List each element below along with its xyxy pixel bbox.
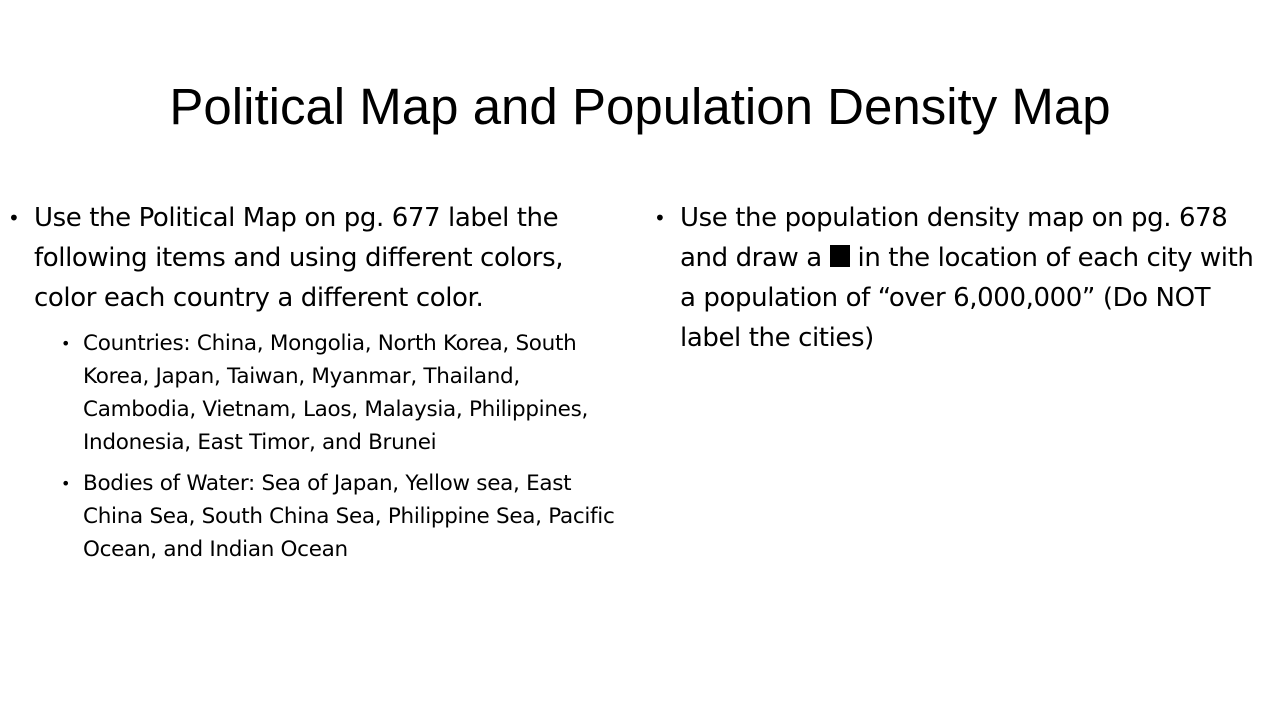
black-square-icon xyxy=(830,245,850,267)
bullet-icon: • xyxy=(8,206,20,230)
left-main-bullet xyxy=(8,198,624,566)
bullet-icon: • xyxy=(61,334,71,353)
right-bullet-list xyxy=(654,198,1275,358)
left-bullet-list xyxy=(8,198,624,566)
right-main-bullet-text xyxy=(680,198,1275,358)
sub-bullet-bodies-of-water-text: Bodies of Water: Sea of Japan, Yellow sea, East China Sea, South China Sea, Philippine Sea, Pacific Ocean, and Indian Ocean xyxy=(83,471,615,562)
right-main-bullet xyxy=(654,198,1275,358)
right-main-bullet-text-after: in the location of each city with a population of “over 6,000,000” (Do NOT label the cities) xyxy=(680,243,1254,353)
sub-bullet-countries xyxy=(61,327,624,459)
slide-title: Political Map and Population Density Map xyxy=(169,78,1111,135)
left-main-bullet-text: Use the Political Map on pg. 677 label the following items and using different colors, color each country a different color. xyxy=(34,203,564,313)
sub-bullet-bodies-of-water xyxy=(61,467,624,566)
bullet-icon: • xyxy=(654,206,666,230)
left-column xyxy=(8,198,624,574)
sub-bullet-countries-text: Countries: China, Mongolia, North Korea, South Korea, Japan, Taiwan, Myanmar, Thailand, Cambodia, Vietnam, Laos, Malaysia, Philippines, Indonesia, East Timor, and Brunei xyxy=(83,331,589,455)
left-sub-bullet-list xyxy=(61,327,624,566)
bullet-icon: • xyxy=(61,474,71,493)
right-column xyxy=(654,198,1275,358)
right-main-bullet-text-before: Use the population density map on pg. 678 and draw a xyxy=(680,203,1228,273)
